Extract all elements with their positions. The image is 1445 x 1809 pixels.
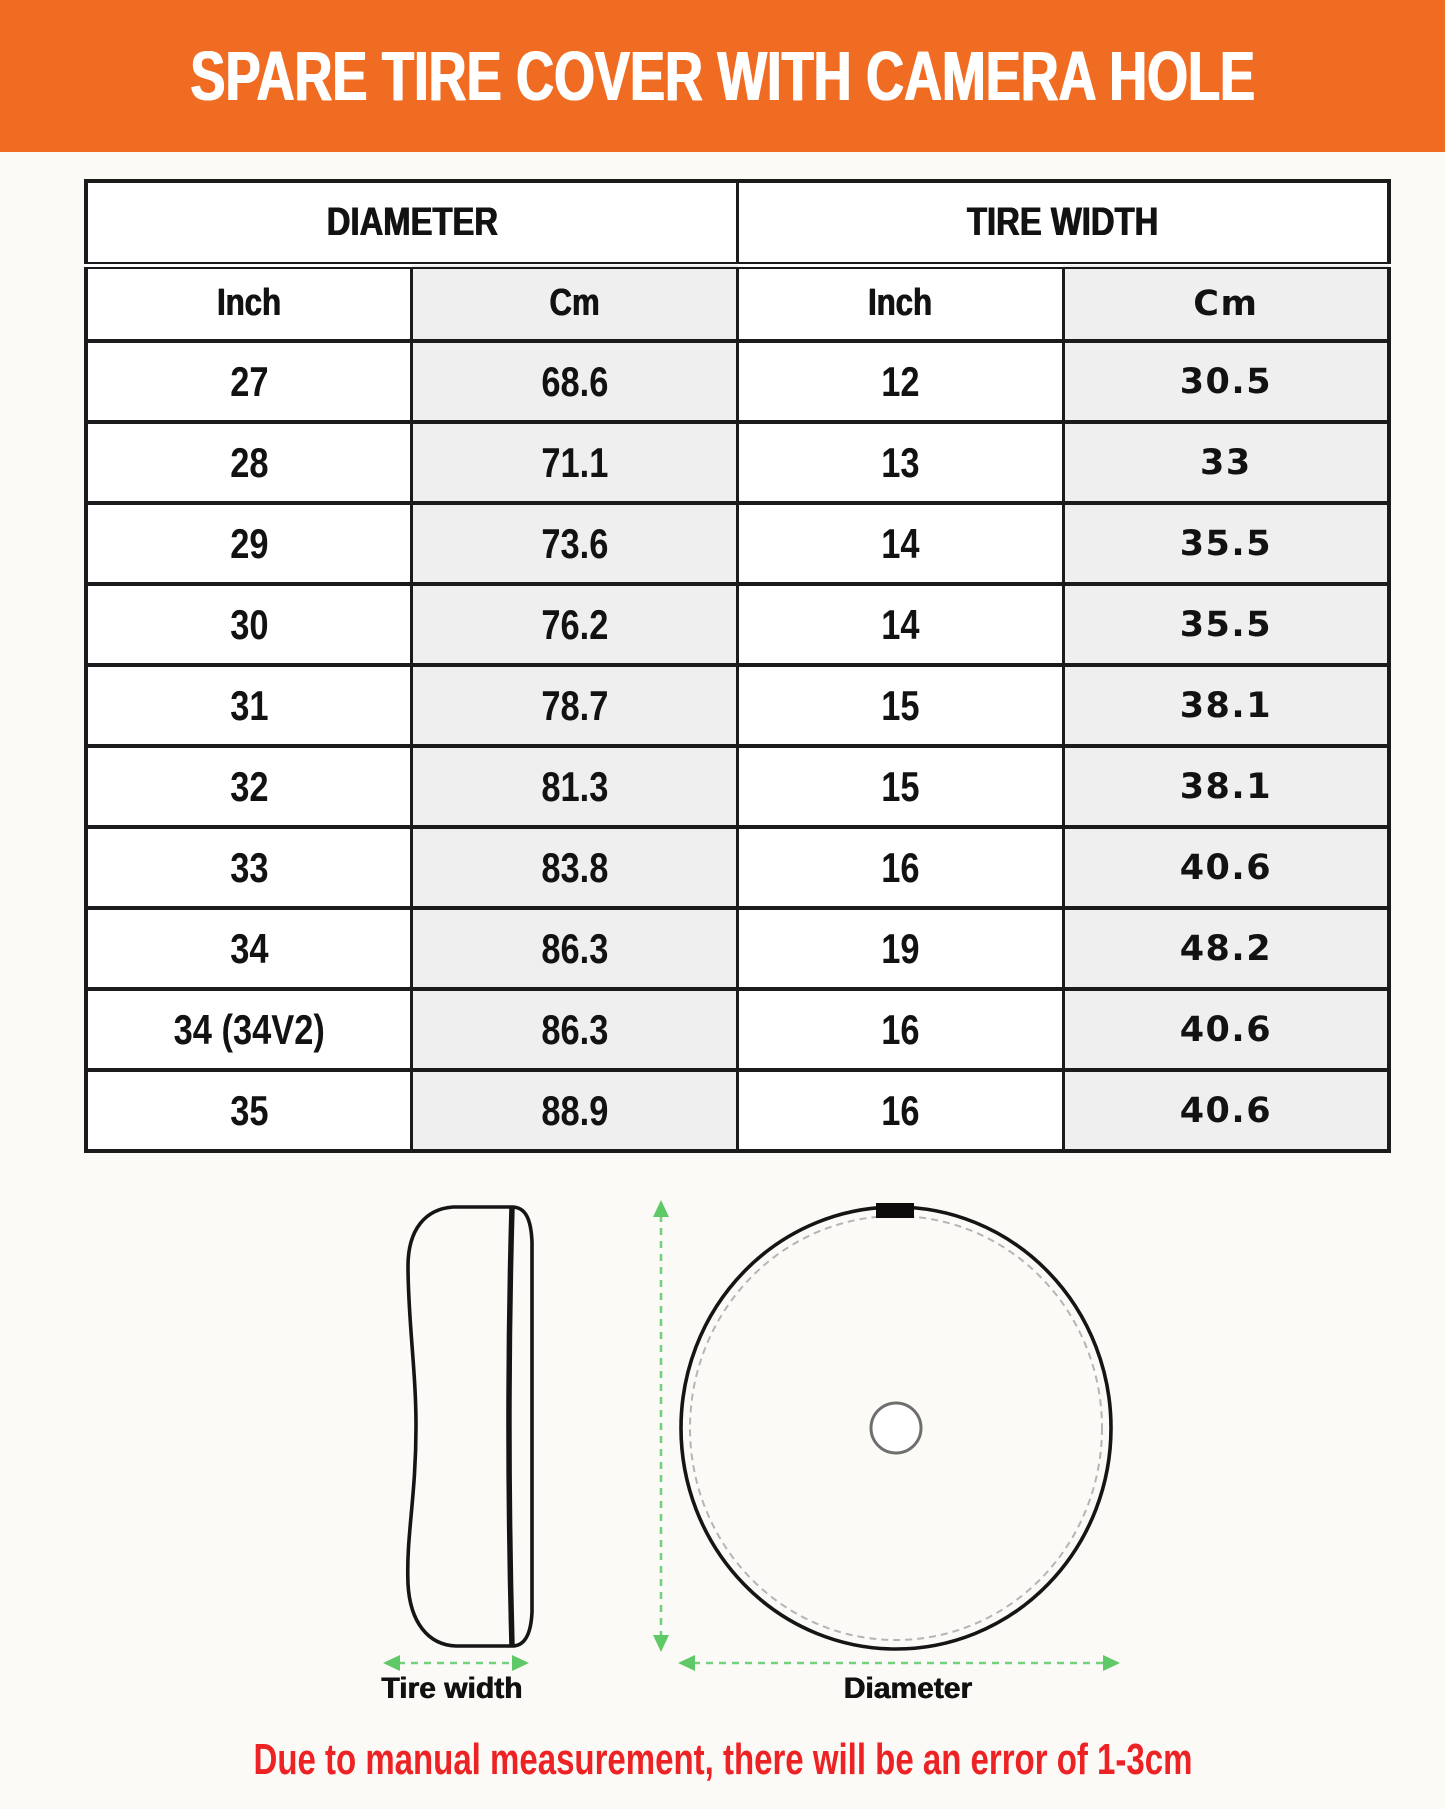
cell-diameter-cm: 71.1 <box>412 422 738 503</box>
cell-diameter-inch: 31 <box>86 665 412 746</box>
cell-diameter-inch: 32 <box>86 746 412 827</box>
group-header-tire-width: TIRE WIDTH <box>738 181 1390 265</box>
table-row <box>86 827 1389 908</box>
cell-width-cm: 35.5 <box>1063 584 1389 665</box>
table-row <box>86 665 1389 746</box>
cell-width-cm: 38.1 <box>1063 665 1389 746</box>
cell-diameter-cm: 83.8 <box>412 827 738 908</box>
cell-width-inch: 15 <box>738 746 1064 827</box>
cell-diameter-inch: 30 <box>86 584 412 665</box>
diameter-vertical-arrow <box>650 1200 672 1652</box>
cell-width-inch: 16 <box>738 827 1064 908</box>
cell-diameter-cm: 73.6 <box>412 503 738 584</box>
cell-diameter-inch: 33 <box>86 827 412 908</box>
cell-width-inch: 16 <box>738 1070 1064 1151</box>
title-banner <box>0 0 1445 152</box>
side-view-rim-edge <box>509 1207 512 1646</box>
top-strap-mark <box>876 1203 914 1218</box>
table-row <box>86 341 1389 422</box>
cell-diameter-cm: 76.2 <box>412 584 738 665</box>
cell-width-cm: 38.1 <box>1063 746 1389 827</box>
cell-width-inch: 12 <box>738 341 1064 422</box>
cell-width-cm: 33 <box>1063 422 1389 503</box>
diameter-arrow <box>678 1652 1120 1674</box>
cell-diameter-cm: 81.3 <box>412 746 738 827</box>
table-row <box>86 503 1389 584</box>
cell-width-cm: 40.6 <box>1063 827 1389 908</box>
table-group-header-row <box>86 181 1389 265</box>
cell-width-inch: 15 <box>738 665 1064 746</box>
table-subheader-row <box>86 265 1389 341</box>
cell-diameter-inch: 34 <box>86 908 412 989</box>
column-header-diameter-cm: Cm <box>412 265 738 341</box>
table-row <box>86 422 1389 503</box>
cell-width-inch: 16 <box>738 989 1064 1070</box>
cell-diameter-inch: 27 <box>86 341 412 422</box>
table-row <box>86 584 1389 665</box>
cell-diameter-inch: 35 <box>86 1070 412 1151</box>
group-header-diameter: DIAMETER <box>86 181 738 265</box>
cell-diameter-cm: 86.3 <box>412 989 738 1070</box>
cell-width-cm: 30.5 <box>1063 341 1389 422</box>
cell-width-inch: 14 <box>738 584 1064 665</box>
tire-side-view-drawing <box>385 1198 547 1654</box>
cell-width-cm: 35.5 <box>1063 503 1389 584</box>
size-table <box>84 179 1391 1153</box>
cell-diameter-inch: 29 <box>86 503 412 584</box>
cell-width-cm: 40.6 <box>1063 989 1389 1070</box>
cell-width-inch: 13 <box>738 422 1064 503</box>
cell-diameter-cm: 68.6 <box>412 341 738 422</box>
column-header-width-inch: Inch <box>738 265 1064 341</box>
page-title: SPARE TIRE COVER WITH CAMERA HOLE <box>190 37 1255 115</box>
tire-width-label: Tire width <box>381 1672 523 1705</box>
cell-width-cm: 48.2 <box>1063 908 1389 989</box>
measurement-disclaimer: Due to manual measurement, there will be an error of 1-3cm <box>253 1735 1192 1784</box>
cell-diameter-inch: 28 <box>86 422 412 503</box>
size-table-body <box>86 341 1389 1151</box>
cell-diameter-cm: 88.9 <box>412 1070 738 1151</box>
column-header-diameter-inch: Inch <box>86 265 412 341</box>
cell-width-inch: 14 <box>738 503 1064 584</box>
camera-hole <box>871 1403 921 1453</box>
tire-front-view-drawing <box>672 1198 1124 1660</box>
cell-width-cm: 40.6 <box>1063 1070 1389 1151</box>
cell-diameter-inch: 34 (34V2) <box>86 989 412 1070</box>
side-view-outline <box>408 1207 532 1646</box>
diameter-label: Diameter <box>843 1672 973 1705</box>
table-row <box>86 1070 1389 1151</box>
table-row <box>86 908 1389 989</box>
table-row <box>86 746 1389 827</box>
cell-diameter-cm: 78.7 <box>412 665 738 746</box>
cell-width-inch: 19 <box>738 908 1064 989</box>
tire-width-arrow <box>383 1652 529 1674</box>
table-row <box>86 989 1389 1070</box>
column-header-width-cm: Cm <box>1063 265 1389 341</box>
cell-diameter-cm: 86.3 <box>412 908 738 989</box>
